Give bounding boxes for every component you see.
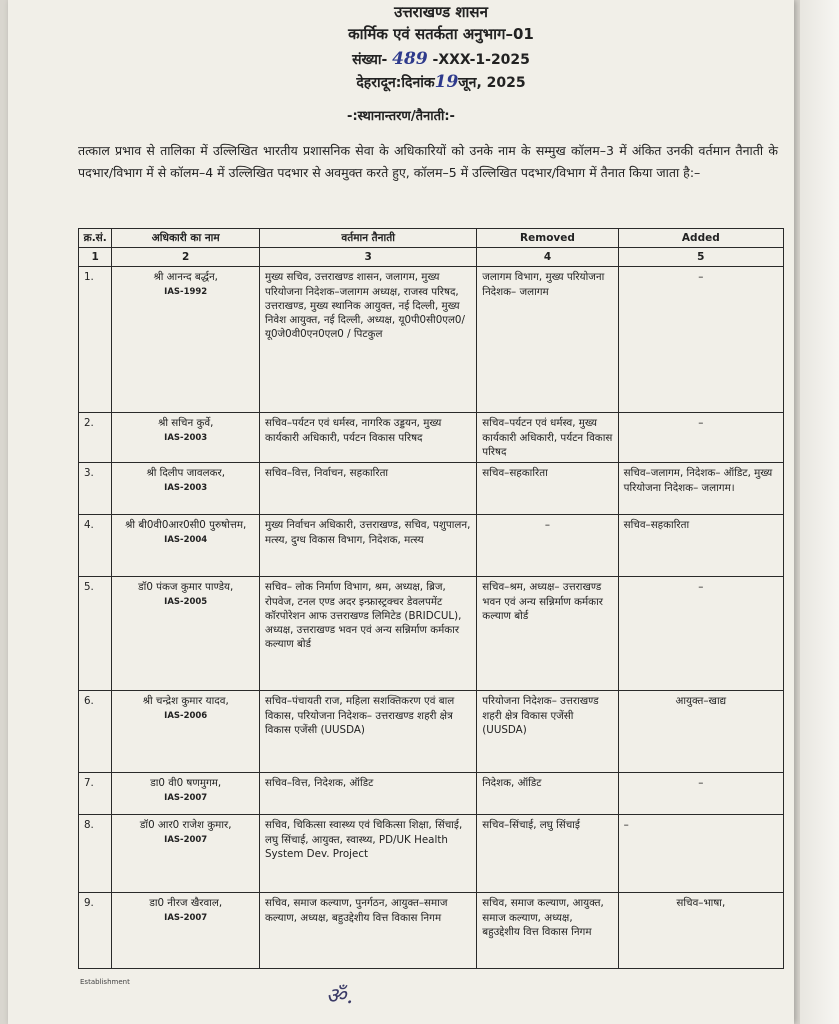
cell-added: – [618, 413, 783, 463]
transfer-table [78, 228, 784, 969]
header-added: Added [618, 229, 783, 248]
cell-officer [112, 773, 260, 815]
table-row [79, 691, 784, 773]
cell-sn: 1. [79, 267, 112, 413]
table-row [79, 515, 784, 577]
officer-name: श्री बी0वी0आर0सी0 पुरुषोत्तम, [125, 519, 247, 532]
col-number-1: 1 [79, 248, 112, 267]
officer-name: डा0 नीरज खैरवाल, [149, 897, 223, 910]
cell-added: सचिव–जलागम, निदेशक– ऑडिट, मुख्य परियोजना निदेशक– जलागम। [618, 463, 783, 515]
order-number-label: संख्या- [352, 52, 388, 68]
officer-batch: IAS-2006 [164, 710, 208, 721]
officer-name: श्री चन्द्रेश कुमार यादव, [142, 695, 229, 708]
cell-sn: 2. [79, 413, 112, 463]
cell-sn: 4. [79, 515, 112, 577]
order-date-handwritten: 19 [434, 72, 459, 92]
cell-sn: 8. [79, 815, 112, 893]
cell-officer [112, 577, 260, 691]
order-number [48, 49, 834, 69]
cell-sn: 7. [79, 773, 112, 815]
table-row [79, 815, 784, 893]
table-row [79, 893, 784, 969]
cell-removed: परियोजना निदेशक– उत्तराखण्ड शहरी क्षेत्र विकास एजेंसी (UUSDA) [477, 691, 618, 773]
cell-officer [112, 267, 260, 413]
cell-removed: सचिव–सिंचाई, लघु सिंचाई [477, 815, 618, 893]
order-date [48, 72, 834, 92]
establishment-note: Establishment [80, 978, 130, 986]
table-row [79, 577, 784, 691]
table-column-number-row [79, 248, 784, 267]
col-number-4: 4 [477, 248, 618, 267]
cell-officer [112, 691, 260, 773]
officer-batch: IAS-1992 [164, 286, 208, 297]
officer-name: श्री आनन्द बर्द्धन, [153, 271, 218, 284]
government-heading: उत्तराखण्ड शासन [394, 3, 488, 21]
cell-current: सचिव–वित्त, निदेशक, ऑडिट [260, 773, 477, 815]
col-number-3: 3 [260, 248, 477, 267]
officer-batch: IAS-2007 [164, 912, 208, 923]
right-margin [800, 0, 839, 1024]
cell-current: सचिव–पर्यटन एवं धर्मस्व, नागरिक उड्डयन, मुख्य कार्यकारी अधिकारी, पर्यटन विकास परिषद [260, 413, 477, 463]
cell-added: – [618, 815, 783, 893]
officer-name: डा0 वी0 षणमुगम, [150, 777, 222, 790]
cell-removed: सचिव–सहकारिता [477, 463, 618, 515]
officer-batch: IAS-2003 [164, 482, 208, 493]
cell-added: – [618, 773, 783, 815]
cell-officer [112, 463, 260, 515]
col-number-2: 2 [112, 248, 260, 267]
cell-sn: 6. [79, 691, 112, 773]
officer-name: डॉ0 पंकज कुमार पाण्डेय, [138, 581, 234, 594]
cell-officer [112, 515, 260, 577]
officer-batch: IAS-2005 [164, 596, 208, 607]
officer-batch: IAS-2007 [164, 792, 208, 803]
cell-current: सचिव, समाज कल्याण, पुनर्गठन, आयुक्त–समाज कल्याण, अध्यक्ष, बहुउद्देशीय वित्त विकास निगम [260, 893, 477, 969]
table-row [79, 463, 784, 515]
cell-officer [112, 893, 260, 969]
officer-name: डॉ0 आर0 राजेश कुमार, [139, 819, 232, 832]
header-current-posting: वर्तमान तैनाती [260, 229, 477, 248]
cell-removed: सचिव, समाज कल्याण, आयुक्त, समाज कल्याण, अध्यक्ष, बहुउद्देशीय वित्त विकास निगम [477, 893, 618, 969]
cell-removed: निदेशक, ऑडिट [477, 773, 618, 815]
cell-added: सचिव–सहकारिता [618, 515, 783, 577]
cell-officer [112, 413, 260, 463]
table-row [79, 773, 784, 815]
officer-batch: IAS-2003 [164, 432, 208, 443]
cell-added: आयुक्त–खाद्य [618, 691, 783, 773]
cell-added: सचिव–भाषा, [618, 893, 783, 969]
officer-name: श्री सचिन कुर्वे, [158, 417, 214, 430]
cell-removed: – [477, 515, 618, 577]
officer-name: श्री दिलीप जावलकर, [146, 467, 225, 480]
cell-current: सचिव–पंचायती राज, महिला सशक्तिकरण एवं बाल विकास, परियोजना निदेशक– उत्तराखण्ड शहरी क्षेत्र विकास एजेंसी (UUSDA) [260, 691, 477, 773]
document-page [8, 0, 794, 1024]
department-heading: कार्मिक एवं सतर्कता अनुभाग–01 [348, 25, 534, 43]
header-officer-name: अधिकारी का नाम [112, 229, 260, 248]
table-header-row [79, 229, 784, 248]
cell-sn: 9. [79, 893, 112, 969]
cell-current: सचिव, चिकित्सा स्वास्थ्य एवं चिकित्सा शिक्षा, सिंचाई, लघु सिंचाई, आयुक्त, स्वास्थ्य, PD/UK Health System Dev. Project [260, 815, 477, 893]
order-subject: -:स्थानान्तरण/तैनाती:- [347, 109, 455, 124]
cell-current: सचिव–वित्त, निर्वाचन, सहकारिता [260, 463, 477, 515]
order-date-suffix: जून, 2025 [458, 75, 526, 91]
cell-removed: सचिव–श्रम, अध्यक्ष– उत्तराखण्ड भवन एवं अन्य सन्निर्माण कर्मकार कल्याण बोर्ड [477, 577, 618, 691]
col-number-5: 5 [618, 248, 783, 267]
officer-batch: IAS-2004 [164, 534, 208, 545]
cell-sn: 5. [79, 577, 112, 691]
signature: ॐ. [326, 984, 354, 1009]
cell-added: – [618, 267, 783, 413]
intro-paragraph: तत्काल प्रभाव से तालिका में उल्लिखित भारतीय प्रशासनिक सेवा के अधिकारियों को उनके नाम के सम्मुख कॉलम–3 में अंकित उनकी वर्तमान तैनाती के पदभार/विभाग में से कॉलम–4 में उल्लिखित पदभार से अवमुक्त करते हुए, कॉलम–5 में उल्लिखित पदभार/विभाग में तैनात किया जाता है:– [78, 143, 778, 180]
order-number-suffix: -XXX-1-2025 [432, 52, 530, 68]
order-number-handwritten: 489 [392, 49, 428, 69]
cell-removed: सचिव–पर्यटन एवं धर्मस्व, मुख्य कार्यकारी अधिकारी, पर्यटन विकास परिषद [477, 413, 618, 463]
cell-sn: 3. [79, 463, 112, 515]
cell-officer [112, 815, 260, 893]
cell-removed: जलागम विभाग, मुख्य परियोजना निदेशक– जलागम [477, 267, 618, 413]
cell-current: मुख्य सचिव, उत्तराखण्ड शासन, जलागम, मुख्य परियोजना निदेशक–जलागम अध्यक्ष, राजस्व परिषद, उत्तराखण्ड, मुख्य स्थानिक आयुक्त, नई दिल्ली, मुख्य निवेश आयुक्त, नई दिल्ली, अध्यक्ष, यू0पी0सी0एल0/ यू0जे0वी0एन0एल0 / पिटकुल [260, 267, 477, 413]
order-date-prefix: देहरादून:दिनांक [356, 75, 435, 91]
header-sn: क्र.सं. [79, 229, 112, 248]
header-removed: Removed [477, 229, 618, 248]
cell-current: सचिव– लोक निर्माण विभाग, श्रम, अध्यक्ष, ब्रिज, रोपवेज, टनल एण्ड अदर इन्फ्रास्ट्रक्चर डेवलपमेंट कॉरपोरेशन आफ उत्तराखण्ड लिमिटेड (BRIDCUL), अध्यक्ष, उत्तराखण्ड भवन एवं अन्य सन्निर्माण कर्मकार कल्याण बोर्ड [260, 577, 477, 691]
cell-added: – [618, 577, 783, 691]
table-row [79, 413, 784, 463]
cell-current: मुख्य निर्वाचन अधिकारी, उत्तराखण्ड, सचिव, पशुपालन, मत्स्य, दुग्ध विकास विभाग, निदेशक, मत्स्य [260, 515, 477, 577]
table-row [79, 267, 784, 413]
officer-batch: IAS-2007 [164, 834, 208, 845]
